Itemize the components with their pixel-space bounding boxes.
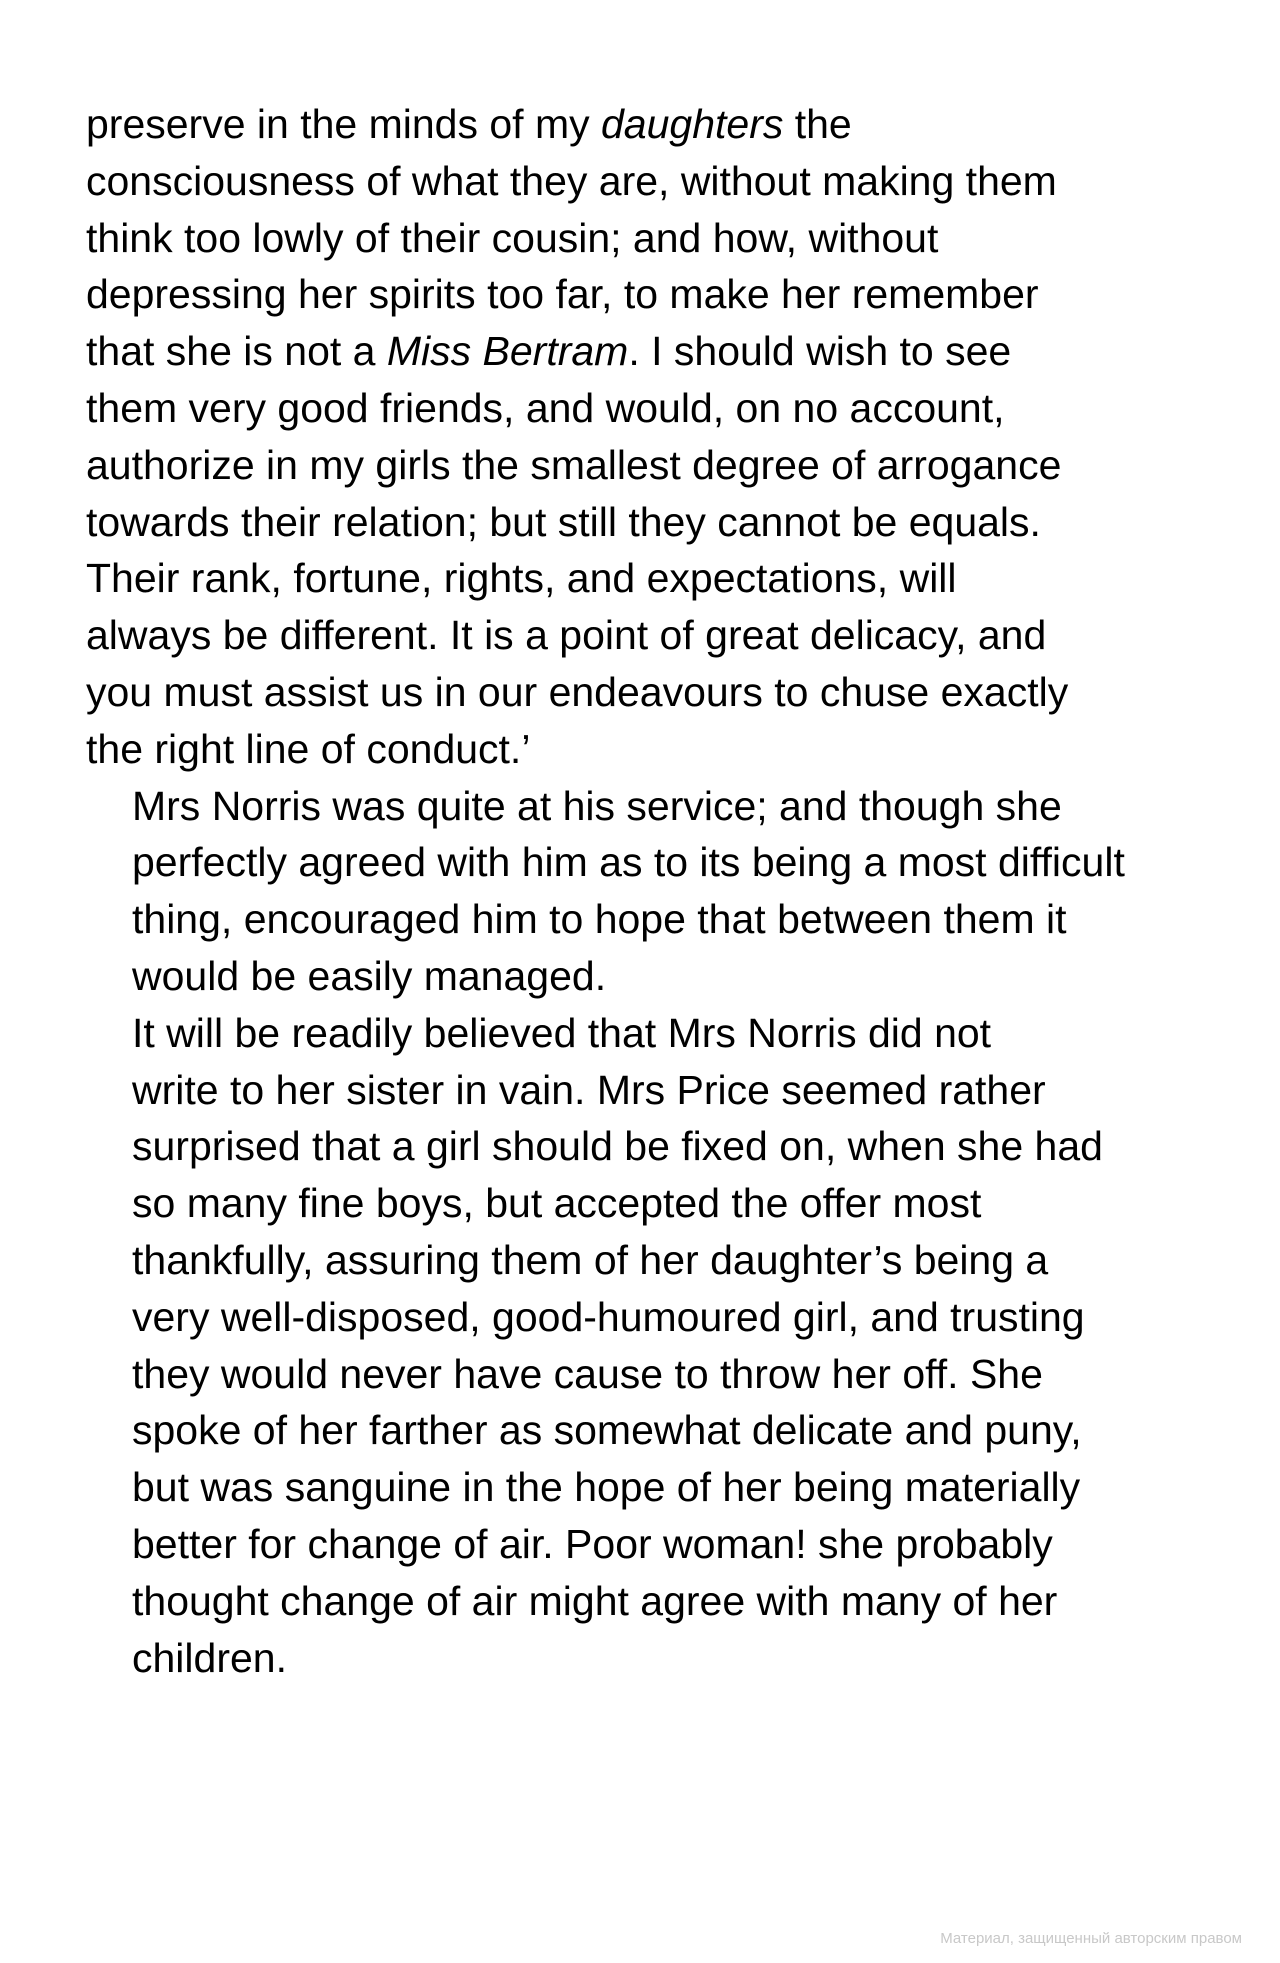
paragraph xyxy=(86,778,1206,1005)
text-line xyxy=(86,153,1206,210)
text-line xyxy=(86,1346,1206,1403)
text-line xyxy=(86,1175,1206,1232)
text-line xyxy=(86,1630,1206,1687)
paragraph xyxy=(86,96,1206,778)
text-line xyxy=(86,834,1206,891)
text-line xyxy=(86,1402,1206,1459)
text-line xyxy=(86,778,1206,835)
text-line xyxy=(86,323,1206,380)
copyright-watermark: Материал, защищенный авторским правом xyxy=(940,1930,1242,1947)
text-line xyxy=(86,437,1206,494)
text-run: thing, encouraged him to hope that between them it xyxy=(132,896,1067,943)
text-run: the right line of conduct.’ xyxy=(86,725,531,772)
text-run: perfectly agreed with him as to its being a most difficult xyxy=(132,839,1125,886)
text-run: would be easily managed. xyxy=(132,952,607,999)
text-line xyxy=(86,380,1206,437)
body-text xyxy=(86,96,1206,1686)
text-run: the xyxy=(783,101,852,147)
text-line xyxy=(86,494,1206,551)
text-run: authorize in my girls the smallest degree of arrogance xyxy=(86,441,1062,488)
text-run: thankfully, assuring them of her daughter’s being a xyxy=(132,1236,1049,1283)
text-run: think too lowly of their cousin; and how, without xyxy=(86,214,939,261)
text-run: consciousness of what they are, without making them xyxy=(86,157,1057,204)
text-line xyxy=(86,1516,1206,1573)
text-run: It will be readily believed that Mrs Norris did not xyxy=(132,1009,992,1056)
text-line xyxy=(86,721,1206,778)
text-line xyxy=(86,664,1206,721)
text-run: . I should wish to see xyxy=(628,328,1012,375)
text-run: they would never have cause to throw her off. She xyxy=(132,1350,1043,1397)
text-run: always be different. It is a point of great delicacy, and xyxy=(86,612,1047,659)
text-line xyxy=(86,1573,1206,1630)
text-line xyxy=(86,266,1206,323)
text-run: that she is not a xyxy=(86,328,387,375)
text-line xyxy=(86,1232,1206,1289)
text-run: you must assist us in our endeavours to chuse exactly xyxy=(86,668,1069,715)
text-line xyxy=(86,607,1206,664)
text-line xyxy=(86,96,1206,153)
text-run: depressing her spirits too far, to make her remember xyxy=(86,271,1039,318)
text-run: very well-disposed, good-humoured girl, and trusting xyxy=(132,1293,1085,1340)
paragraph xyxy=(86,1005,1206,1687)
text-run: preserve in the minds of my xyxy=(86,101,601,147)
text-line xyxy=(86,550,1206,607)
text-run: spoke of her farther as somewhat delicate and puny, xyxy=(132,1407,1082,1454)
text-line xyxy=(86,1005,1206,1062)
text-run: Their rank, fortune, rights, and expectations, will xyxy=(86,555,957,602)
text-line xyxy=(86,1289,1206,1346)
text-run: write to her sister in vain. Mrs Price seemed rather xyxy=(132,1066,1046,1113)
text-run: children. xyxy=(132,1634,287,1681)
italic-text: daughters xyxy=(600,101,784,147)
text-line xyxy=(86,1062,1206,1119)
text-run: surprised that a girl should be fixed on, when she had xyxy=(132,1123,1103,1170)
text-line xyxy=(86,1118,1206,1175)
text-run: towards their relation; but still they cannot be equals. xyxy=(86,498,1041,545)
text-run: them very good friends, and would, on no account, xyxy=(86,384,1005,431)
text-line xyxy=(86,210,1206,267)
text-run: Mrs Norris was quite at his service; and though she xyxy=(132,782,1062,829)
text-line xyxy=(86,948,1206,1005)
text-run: thought change of air might agree with many of her xyxy=(132,1577,1058,1624)
text-run: but was sanguine in the hope of her being materially xyxy=(132,1464,1081,1511)
text-line xyxy=(86,1459,1206,1516)
text-run: so many fine boys, but accepted the offer most xyxy=(132,1180,982,1227)
text-line xyxy=(86,891,1206,948)
text-run: better for change of air. Poor woman! she probably xyxy=(132,1520,1053,1567)
italic-text: Miss Bertram xyxy=(386,328,629,375)
